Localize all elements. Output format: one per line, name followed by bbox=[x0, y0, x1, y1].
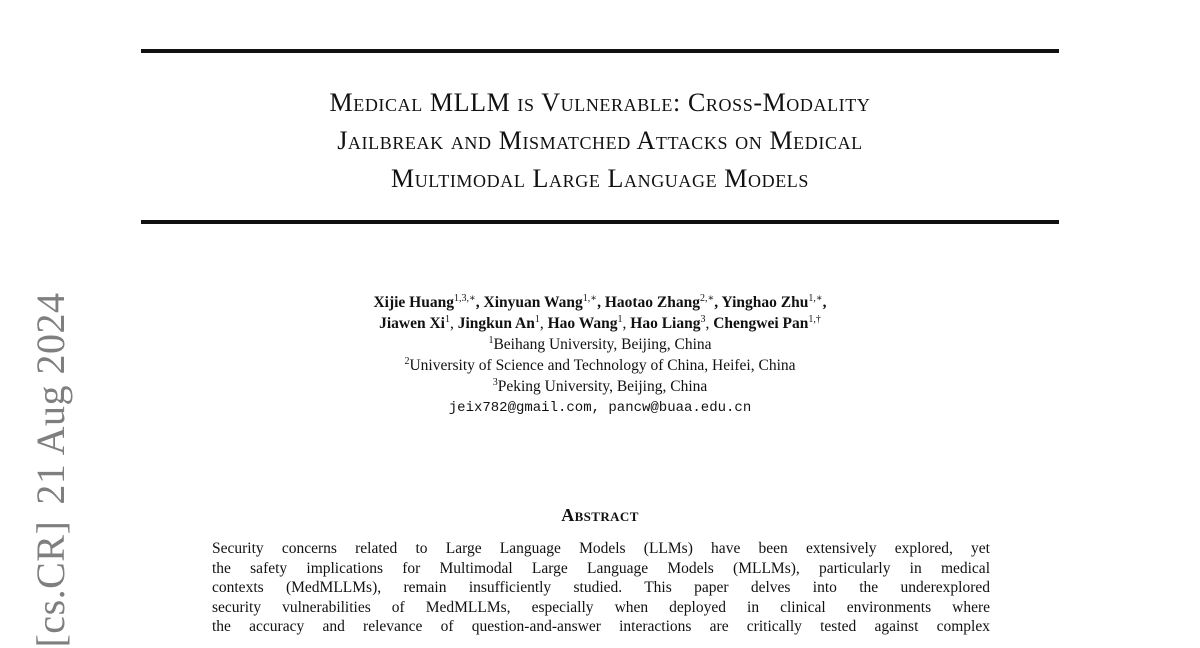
author-affil-mark: 1,† bbox=[808, 314, 821, 325]
author-affil-mark: 1,∗ bbox=[808, 293, 823, 304]
abstract-line: security vulnerabilities of MedMLLMs, especially when deployed in clinical environments where bbox=[212, 598, 990, 616]
author-name: Yinghao Zhu bbox=[721, 294, 809, 311]
paper-title bbox=[141, 84, 1059, 198]
affiliation-text: University of Science and Technology of China, Heifei, China bbox=[409, 357, 796, 374]
affiliation bbox=[200, 334, 1000, 355]
author-line-2 bbox=[200, 313, 1000, 334]
author-affil-mark: 1 bbox=[534, 314, 540, 325]
abstract-line: contexts (MedMLLMs), remain insufficiently studied. This paper delves into the underexplored bbox=[212, 579, 990, 596]
author-separator: , bbox=[822, 294, 827, 311]
title-bottom-rule bbox=[141, 220, 1059, 224]
author-name: Haotao Zhang bbox=[604, 294, 700, 311]
author-affil-mark: 2,∗ bbox=[700, 293, 715, 304]
author-name: Hao Liang bbox=[630, 315, 701, 332]
abstract-line: the accuracy and relevance of question-and-answer interactions are critically tested against complex bbox=[212, 618, 990, 635]
author-separator: , bbox=[622, 315, 631, 332]
author-name: Xinyuan Wang bbox=[483, 294, 583, 311]
author-separator: , bbox=[597, 294, 605, 311]
affiliation bbox=[200, 355, 1000, 376]
abstract-line: Security concerns related to Large Language Models (LLMs) have been extensively explored, yet bbox=[212, 540, 990, 557]
arxiv-side-stamp bbox=[28, 292, 73, 648]
abstract-line: the safety implications for Multimodal Large Language Models (MLLMs), particularly in medical bbox=[212, 559, 990, 577]
author-separator: , bbox=[539, 315, 548, 332]
affiliation-mark: 3 bbox=[492, 377, 498, 388]
title-top-rule bbox=[141, 49, 1059, 53]
author-separator: , bbox=[475, 294, 484, 311]
author-name: Jingkun An bbox=[457, 315, 535, 332]
affiliation-text: Peking University, Beijing, China bbox=[497, 378, 708, 395]
author-name: Jiawen Xi bbox=[379, 315, 445, 332]
author-block bbox=[200, 292, 1000, 419]
affiliation-mark: 2 bbox=[404, 356, 410, 367]
title-line: Multimodal Large Language Models bbox=[390, 164, 809, 193]
author-name: Hao Wang bbox=[547, 315, 618, 332]
author-separator: , bbox=[449, 315, 458, 332]
author-separator: , bbox=[714, 294, 722, 311]
author-separator: , bbox=[705, 315, 714, 332]
affiliation bbox=[200, 376, 1000, 397]
abstract-heading: Abstract bbox=[561, 505, 639, 525]
affiliation-mark: 1 bbox=[488, 335, 494, 346]
title-line: Jailbreak and Mismatched Attacks on Medical bbox=[337, 126, 863, 155]
author-emails[interactable]: jeix782@gmail.com, pancw@buaa.edu.cn bbox=[448, 400, 752, 416]
title-line: Medical MLLM is Vulnerable: Cross-Modality bbox=[329, 88, 871, 117]
abstract-body bbox=[212, 539, 990, 637]
arxiv-category: [cs.CR] bbox=[28, 520, 73, 648]
author-affil-mark: 3 bbox=[700, 314, 706, 325]
author-line-1 bbox=[200, 292, 1000, 313]
author-affil-mark: 1 bbox=[617, 314, 623, 325]
author-affil-mark: 1 bbox=[444, 314, 450, 325]
author-name: Chengwei Pan bbox=[713, 315, 809, 332]
arxiv-date: 21 Aug 2024 bbox=[28, 292, 73, 505]
author-name: Xijie Huang bbox=[373, 294, 454, 311]
author-affil-mark: 1,∗ bbox=[582, 293, 598, 304]
affiliation-text: Beihang University, Beijing, China bbox=[493, 336, 712, 353]
author-affil-mark: 1,3,∗ bbox=[453, 293, 476, 304]
